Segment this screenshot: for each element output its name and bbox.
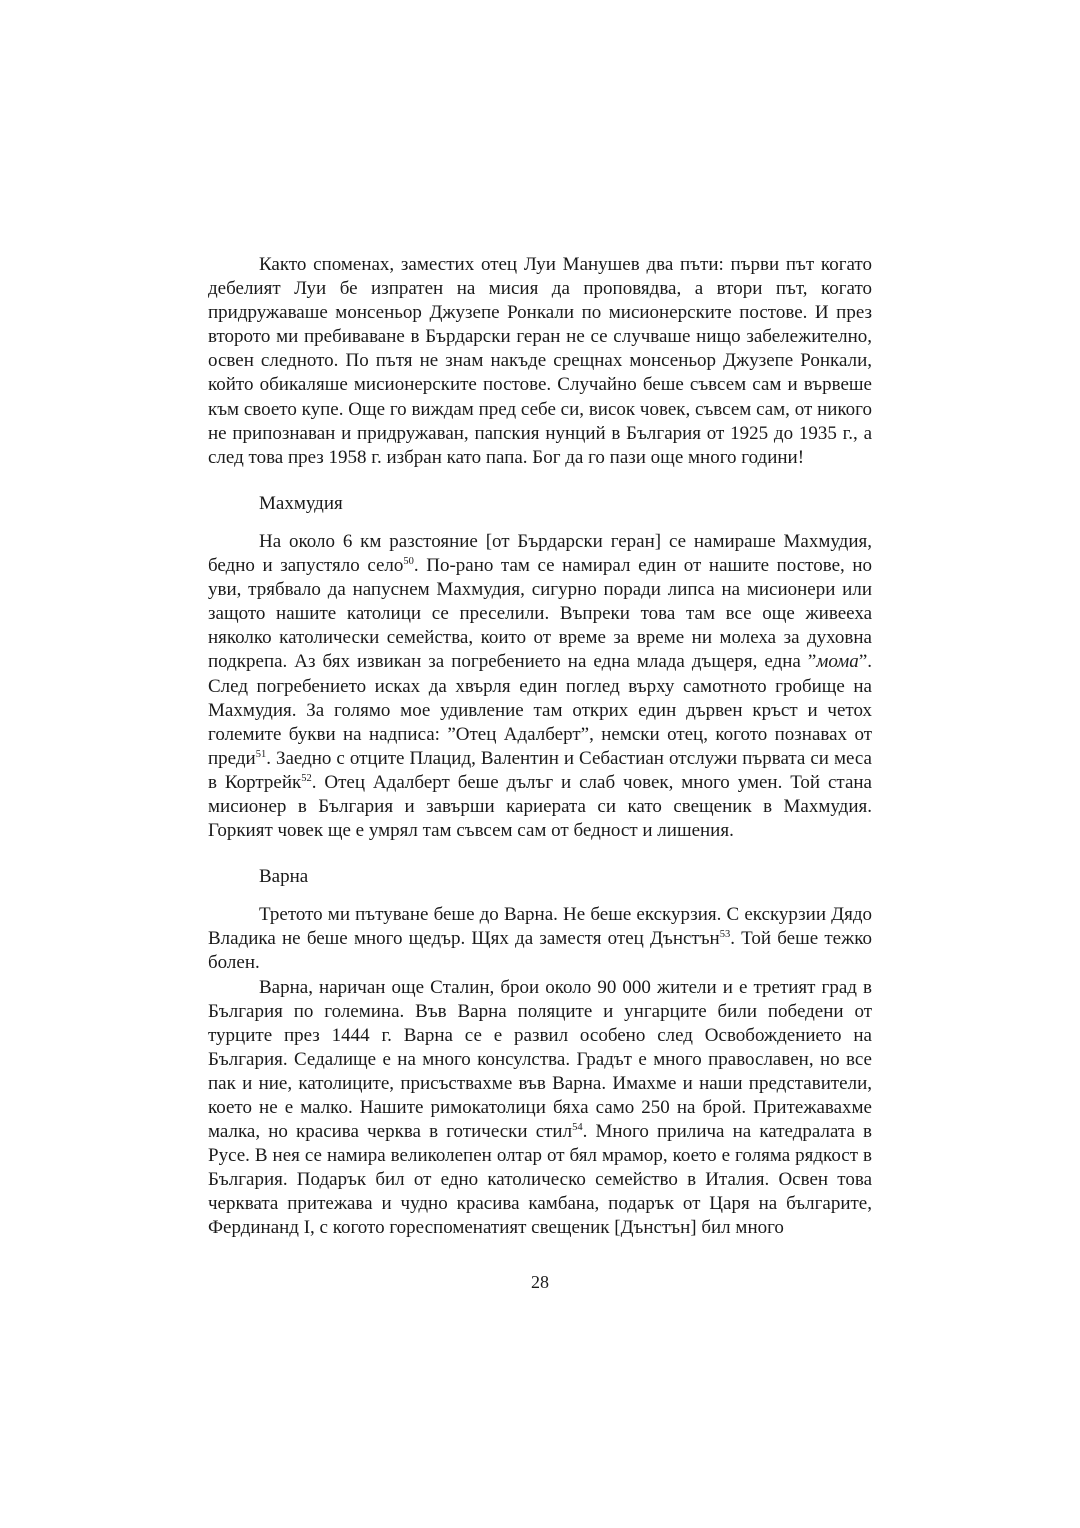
text-run: . Много прилича на катедралата в Русе. В нея се намира великолепен олтар от бял мрамор, което е голяма рядкост в България. Подарък бил от едно католическо семейство в Италия. Освен това черквата притежава и чудно красива камбана, подарък от Царя на българите, Фердинанд I, с когото гореспоменатият свещеник [Дънстън] бил много (208, 1121, 872, 1239)
text-run: . Той беше тежко болен. (208, 928, 872, 974)
text-run: . Отец Адалберт беше дълъг и слаб човек, много умен. Той стана мисионер в България и завърши кариерата си като свещеник в Махмудия. Горкият човек ще е умрял там съвсем сам от бедност и лишения. (208, 771, 872, 842)
footnote-ref-50: 50 (403, 556, 414, 568)
footnote-ref-51: 51 (255, 748, 267, 760)
section-heading-varna: Варна (259, 866, 309, 888)
footnote-ref-54: 54 (572, 1122, 583, 1134)
body-text (208, 253, 872, 1241)
text-run: ”. След погребението исках да хвърля един поглед върху самотното гробище на Махмудия. За голямо мое удивление там открих един дървен кръст и четох големите букви на надписа: ”Отец Адалберт”, немски отец, когото познавах от преди (208, 651, 872, 769)
text-run: На около 6 км разстояние [от Бърдарски геран] се намираше Махмудия, бедно и запустяло село (208, 530, 872, 577)
text-run: . Заедно с отците Плацид, Валентин и Себастиан отслужи първата си меса в Кортрейк (208, 747, 872, 793)
page-number: 28 (531, 1272, 549, 1292)
mahmudia-paragraph (208, 530, 872, 843)
intro-paragraph: Както споменах, заместих отец Луи Манушев два пъти: първи път когато дебелият Луи бе изпратен на мисия да проповядва, а втори път, когато придружаваше монсеньор Джузепе Ронкали по мисионерските постове. И през второто ми пребиваване в Бърдарски геран не се случваше нищо забележително, освен следното. По пътя не знам накъде срещнах монсеньор Джузепе Ронкали, който обикаляше мисионерските постове. Случайно беше съвсем сам и вървеше към своето купе. Още го виждам пред себе си, висок човек, съвсем сам, от никого не припознаван и придружаван, папския нунций в България от 1925 до 1935 г., а след това през 1958 г. избран като папа. Бог да го пази още много години! (208, 254, 872, 468)
footnote-ref-53: 53 (719, 929, 731, 941)
footnote-ref-52: 52 (301, 772, 312, 784)
varna-paragraph-1 (208, 903, 872, 975)
varna-paragraph-2 (208, 976, 872, 1241)
text-run: Третото ми пътуване беше до Варна. Не беше екскурзия. С екскурзии Дядо Владика не беше много щедър. Щях да заместя отец Дънстън (208, 904, 872, 950)
italic-word: мома (816, 651, 859, 673)
section-heading-mahmudia: Махмудия (259, 492, 343, 514)
text-run: . По-рано там се намирал един от нашите постове, но уви, трябвало да напуснем Махмудия, сигурно поради липса на мисионери или защото нашите католици се преселили. Въпреки това там все още живееха няколко католически семейства, които от време за време ни молеха за духовна подкрепа. Аз бях извикан за погребението на една млада дъщеря, една ” (208, 555, 873, 673)
text-run: Варна, наричан още Сталин, брои около 90 000 жители и е третият град в България по големина. Във Варна поляците и унгарците били победени от турците през 1444 г. Варна се е развил особено след Освобождението на България. Седалище е на много консулства. Градът е много православен, но все пак и ние, католиците, присъствахме във Варна. Имахме и наши представители, което не е малко. Нашите римокатолици бяха само 250 на брой. Притежавахме малка, но красива черква в готически стил (208, 976, 872, 1143)
